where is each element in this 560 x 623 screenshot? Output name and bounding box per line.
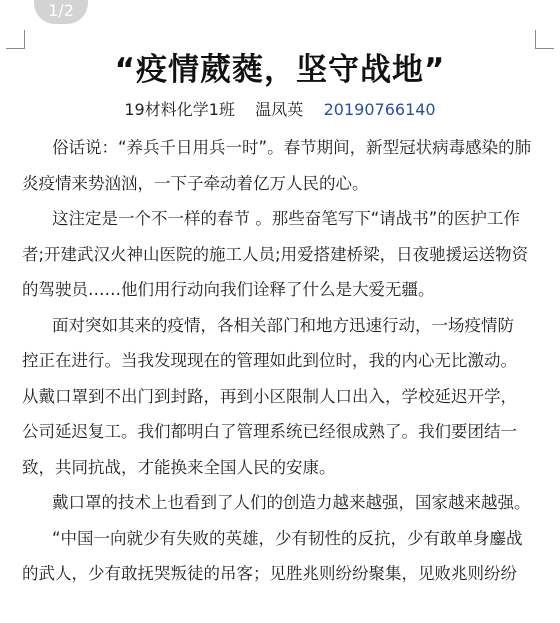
author-name: 温凤英 [255,100,304,119]
author-student-id: 20190766140 [323,100,436,119]
document-title: “疫情葳蕤，坚守战地” [114,52,446,88]
author-class: 19材料化学1班 [124,100,235,119]
body-line: 的武人，少有敢抚哭叛徒的吊客；见胜兆则纷纷聚集，见败兆则纷纷 [22,564,517,583]
body-line: 的驾驶员……他们用行动向我们诠释了什么是大爱无疆。 [22,280,435,299]
body-line: 炎疫情来势汹汹，一下子牵动着亿万人民的心。 [22,173,369,193]
body-line: 这注定是一个不一样的春节 。那些奋笔写下“请战书”的医护工作 [52,209,520,228]
body-line: 致，共同抗战，才能换来全国人民的安康。 [22,457,336,477]
body-line: 公司延迟复工。我们都明白了管理系统已经很成熟了。我们要团结一 [22,422,517,441]
body-line: 戴口罩的技术上也看到了人们的创造力越来越强，国家越来越强。 [52,493,531,512]
author-byline [0,97,560,120]
page-indicator: 1/2 [34,0,88,24]
body-line: 控正在进行。当我发现现在的管理如此到位时，我的内心无比激动。 [22,351,517,370]
body-line: 者;开建武汉火神山医院的施工人员;用爱搭建桥梁，日夜驰援运送物资 [22,244,529,264]
body-line: 面对突如其来的疫情，各相关部门和地方迅速行动，一场疫情防 [52,315,514,335]
body-line: 从戴口罩到不出门到封路，再到小区限制人口出入，学校延迟开学， [22,386,517,406]
essay-body [22,130,550,592]
body-line: “中国一向就少有失败的英雄，少有韧性的反抗，少有敢单身鏖战 [52,528,523,548]
body-line: 俗话说：“养兵千日用兵一时”。春节期间，新型冠状病毒感染的肺 [52,138,532,157]
